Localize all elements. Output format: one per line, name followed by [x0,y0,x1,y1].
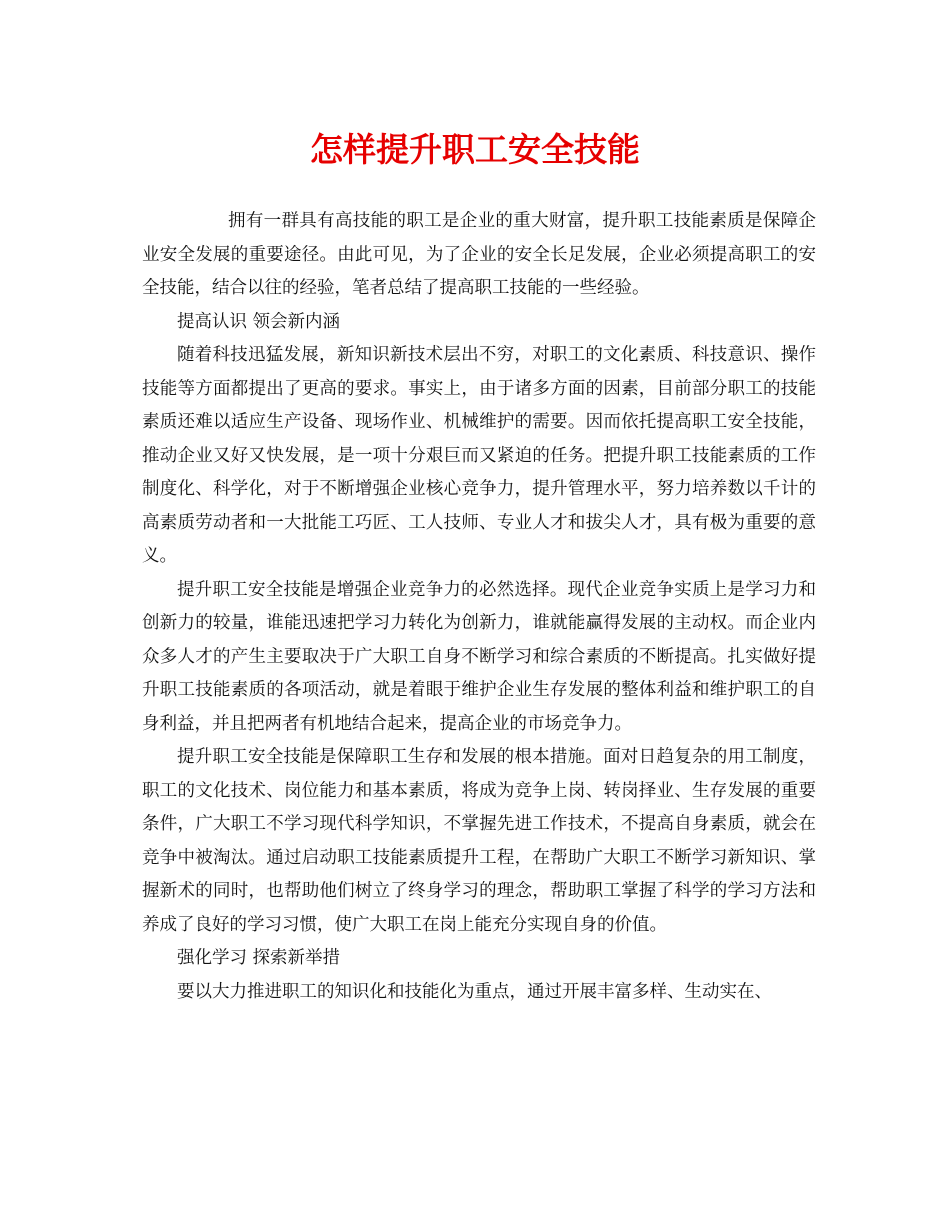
body-paragraph-1: 随着科技迅猛发展，新知识新技术层出不穷，对职工的文化素质、科技意识、操作技能等方面都提出了更高的要求。事实上，由于诸多方面的因素，目前部分职工的技能素质还难以适应生产设备、现场作业、机械维护的需要。因而依托提高职工安全技能，推动企业又好又快发展，是一项十分艰巨而又紧迫的任务。把提升职工技能素质的工作制度化、科学化，对于不断增强企业核心竞争力，提升管理水平，努力培养数以千计的高素质劳动者和一大批能工巧匠、工人技师、专业人才和拔尖人才，具有极为重要的意义。 [142,345,816,566]
document-title: 怎样提升职工安全技能 [310,130,640,169]
document-body [142,205,816,1009]
intro-paragraph: 拥有一群具有高技能的职工是企业的重大财富，提升职工技能素质是保障企业安全发展的重要途径。由此可见，为了企业的安全长足发展，企业必须提高职工的安全技能，结合以往的经验，笔者总结了提高职工技能的一些经验。 [142,211,816,298]
body-paragraph-2: 提升职工安全技能是增强企业竞争力的必然选择。现代企业竞争实质上是学习力和创新力的较量，谁能迅速把学习力转化为创新力，谁就能赢得发展的主动权。而企业内众多人才的产生主要取决于广大职工自身不断学习和综合素质的不断提高。扎实做好提升职工技能素质的各项活动，就是着眼于维护企业生存发展的整体利益和维护职工的自身利益，并且把两者有机地结合起来，提高企业的市场竞争力。 [142,579,816,734]
section-heading-2: 强化学习 探索新举措 [177,948,341,968]
body-paragraph-3: 提升职工安全技能是保障职工生存和发展的根本措施。面对日趋复杂的用工制度，职工的文化技术、岗位能力和基本素质，将成为竞争上岗、转岗择业、生存发展的重要条件，广大职工不学习现代科学知识，不掌握先进工作技术，不提高自身素质，就会在竞争中被淘汰。通过启动职工技能素质提升工程，在帮助广大职工不断学习新知识、掌握新术的同时，也帮助他们树立了终身学习的理念，帮助职工掌握了科学的学习方法和养成了良好的学习习惯，使广大职工在岗上能充分实现自身的价值。 [142,747,816,935]
section-heading-1: 提高认识 领会新内涵 [177,311,341,332]
body-paragraph-4: 要以大力推进职工的知识化和技能化为重点，通过开展丰富多样、生动实在、 [177,981,772,1002]
